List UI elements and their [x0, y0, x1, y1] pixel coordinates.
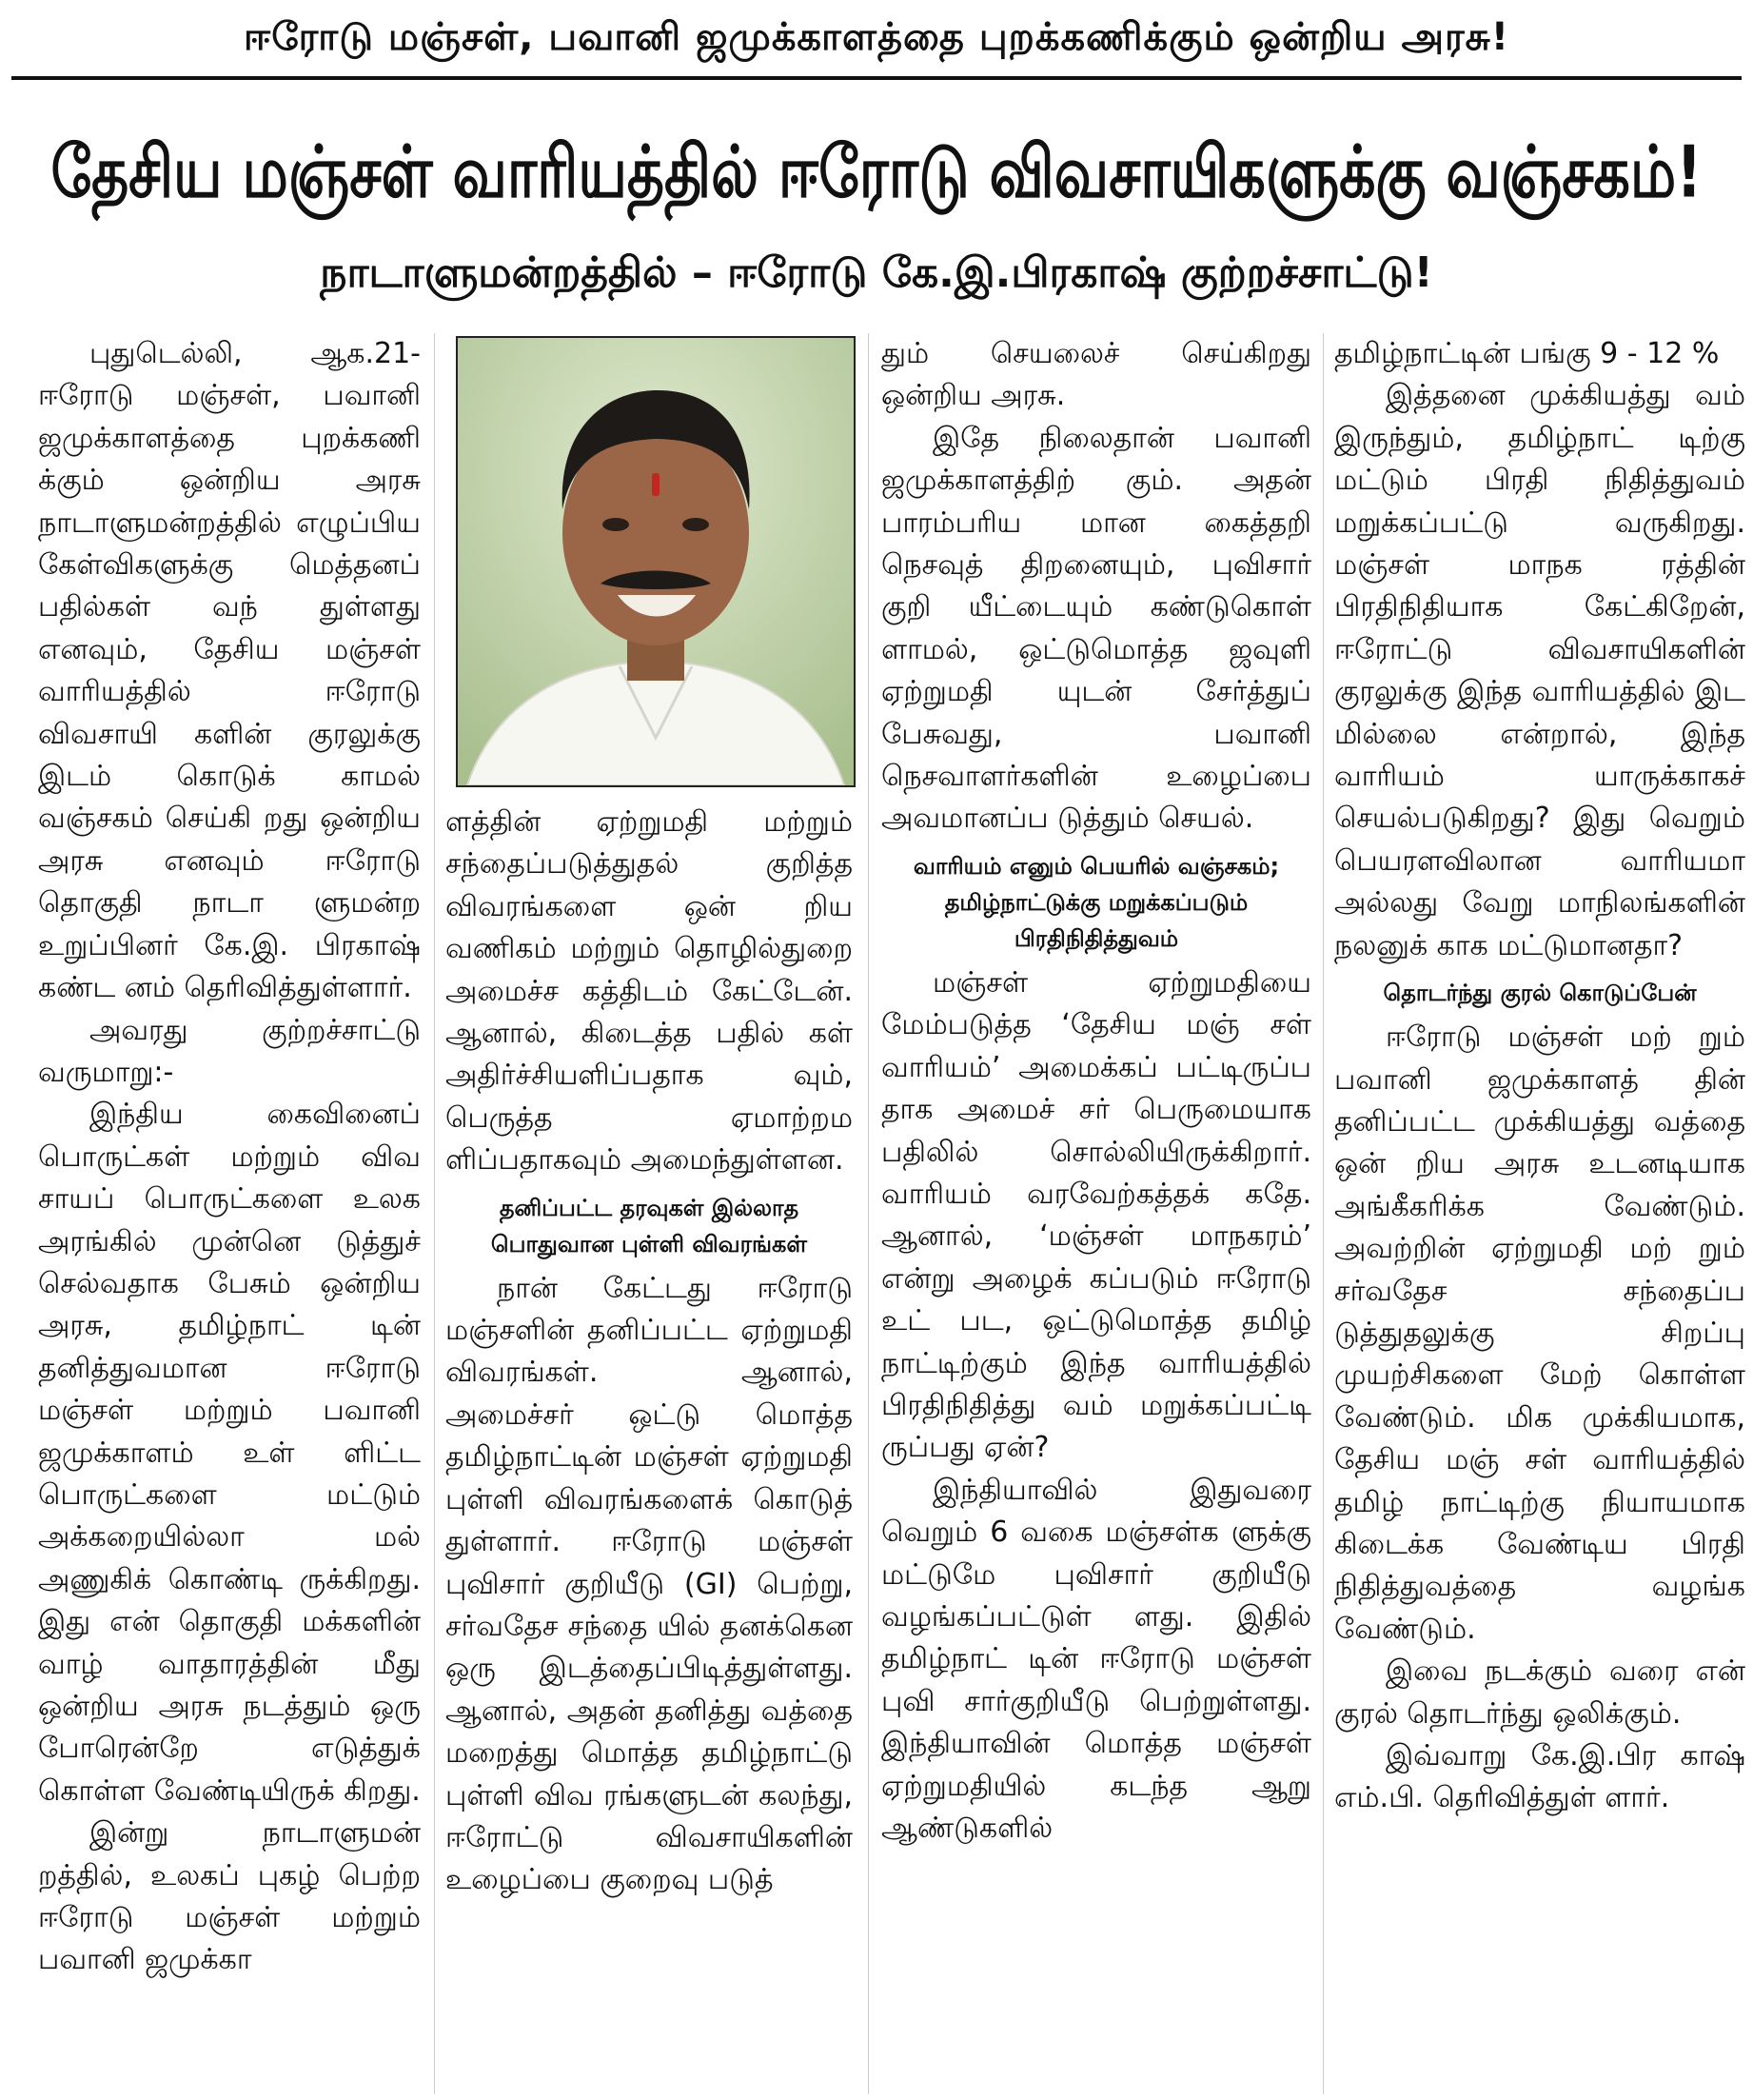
body-paragraph: இந்திய கைவினைப் பொருட்கள் மற்றும் விவ சாயப் பொருட்களை உலக அரங்கில் முன்னெ டுத்துச் செல்வதாக பேசும் ஒன்றிய அரசு, தமிழ்நாட் டின் தனித்துவமான ஈரோடு மஞ்சள் மற்றும் பவானி ஜமுக்காளம் உள் ளிட்ட பொருட்களை மட்டும் அக்கறையில்லா மல் அணுகிக் கொண்டி ருக்கிறது. இது என் தொகுதி மக்களின் வாழ் வாதாரத்தின் மீது ஒன்றிய அரசு நடத்தும் ஒரு போரென்றே எடுத்துக் கொள்ள வேண்டியிருக் கிறது. — [38, 1098, 421, 1808]
body-paragraph: நான் கேட்டது ஈரோடு மஞ்சளின் தனிப்பட்ட ஏற்றுமதி விவரங்கள். ஆனால், அமைச்சர் ஒட்டு மொத்த தமிழ்நாட்டின் மஞ்சள் ஏற்றுமதி புள்ளி விவரங்களைக் கொடுத் துள்ளார். ஈரோடு மஞ்சள் புவிசார் குறியீடு (GI) பெற்று, சர்வதேச சந்தை யில் தனக்கென ஒரு இடத்தைப்பிடித்துள்ளது. ஆனால், அதன் தனித்து வத்தை மறைத்து மொத்த தமிழ்நாட்டு புள்ளி விவ ரங்களுடன் கலந்து, ஈரோட்டு விவசாயிகளின் உழைப்பை குறைவு படுத் — [445, 1271, 853, 1897]
body-paragraph: தும் செயலைச் செய்கிறது ஒன்றிய அரசு. — [881, 337, 1311, 413]
body-paragraph: அவரது குற்றச்சாட்டு வருமாறு:- — [38, 1013, 421, 1089]
article-column-1 — [38, 333, 421, 2094]
body-paragraph: மஞ்சள் ஏற்றுமதியை மேம்படுத்த ‘தேசிய மஞ் சள் வாரியம்’ அமைக்கப் பட்டிருப்ப தாக அமைச் சர் பெருமையாக பதிலில் சொல்லியிருக்கிறார். வாரியம் வரவேற்கத்தக் கதே. ஆனால், ‘மஞ்சள் மாநகரம்’ என்று அழைக் கப்படும் ஈரோடு உட் பட, ஒட்டுமொத்த தமிழ் நாட்டிற்கும் இந்த வாரியத்தில் பிரதிநிதித்து வம் மறுக்கப்பட்டி ருப்பது ஏன்? — [881, 965, 1311, 1465]
main-headline: தேசிய மஞ்சள் வாரியத்தில் ஈரோடு விவசாயிகளுக்கு வஞ்சகம்! — [50, 130, 1703, 214]
column-divider — [868, 333, 869, 2094]
body-paragraph: இவை நடக்கும் வரை என் குரல் தொடர்ந்து ஒலிக்கும். — [1334, 1654, 1745, 1731]
body-paragraph: தமிழ்நாட்டின் பங்கு 9 - 12 % — [1334, 337, 1720, 370]
body-paragraph: இந்தியாவில் இதுவரை வெறும் 6 வகை மஞ்சள்க ளுக்கு மட்டுமே புவிசார் குறியீடு வழங்கப்பட்டுள் ளது. இதில் தமிழ்நாட் டின் ஈரோடு மஞ்சள் புவி சார்குறியீடு பெற்றுள்ளது. இந்தியாவின் மொத்த மஞ்சள் ஏற்றுமதியில் கடந்த ஆறு ஆண்டுகளில் — [881, 1473, 1311, 1845]
sub-headline: நாடாளுமன்றத்தில் – ஈரோடு கே.இ.பிரகாஷ் குற்றச்சாட்டு! — [320, 248, 1433, 297]
kicker-headline: ஈரோடு மஞ்சள், பவானி ஜமுக்காளத்தை புறக்கணிக்கும் ஒன்றிய அரசு! — [244, 15, 1509, 59]
body-paragraph: ளத்தின் ஏற்றுமதி மற்றும் சந்தைப்படுத்துதல் குறித்த விவரங்களை ஒன் றிய வணிகம் மற்றும் தொழில்துறை அமைச்ச கத்திடம் கேட்டேன். ஆனால், கிடைத்த பதில் கள் அதிர்ச்சியளிப்பதாக வும், பெருத்த ஏமாற்றம ளிப்பதாகவும் அமைந்துள்ளன. — [445, 805, 853, 1178]
body-paragraph: இதே நிலைதான் பவானி ஜமுக்காளத்திற் கும். அதன் பாரம்பரிய மான கைத்தறி நெசவுத் திறனையும், புவிசார் குறி யீட்டையும் கண்டுகொள் ளாமல், ஒட்டுமொத்த ஜவுளி ஏற்றுமதி யுடன் சேர்த்துப் பேசுவது, பவானி நெசவாளர்களின் உழைப்பை அவமானப்ப டுத்தும் செயல். — [881, 421, 1311, 836]
section-heading: தொடர்ந்து குரல் கொடுப்பேன் — [1383, 980, 1697, 1007]
portrait-illustration — [458, 338, 854, 785]
portrait-photo — [456, 336, 856, 787]
article-column-3 — [881, 333, 1311, 2094]
section-heading: தமிழ்நாட்டுக்கு மறுக்கப்படும் பிரதிநிதித்துவம் — [944, 888, 1249, 952]
section-heading: வாரியம் எனும் பெயரில் வஞ்சகம்; — [913, 852, 1280, 880]
body-paragraph: இன்று நாடாளுமன் றத்தில், உலகப் புகழ் பெற்ற ஈரோடு மஞ்சள் மற்றும் பவானி ஜமுக்கா — [38, 1816, 421, 1977]
section-heading: தனிப்பட்ட தரவுகள் இல்லாத பொதுவான புள்ளி விவரங்கள் — [490, 1194, 808, 1258]
article-column-2 — [445, 802, 853, 2094]
body-paragraph: இத்தனை முக்கியத்து வம் இருந்தும், தமிழ்நாட் டிற்கு மட்டும் பிரதி நிதித்துவம் மறுக்கப்பட்டு வருகிறது. மஞ்சள் மாநக ரத்தின் பிரதிநிதியாக கேட்கிறேன், ஈரோட்டு விவசாயிகளின் குரலுக்கு இந்த வாரியத்தில் இட மில்லை என்றால், இந்த வாரியம் யாருக்காகச் செயல்படுகிறது? இது வெறும் பெயரளவிலான வாரியமா அல்லது வேறு மாநிலங்களின் நலனுக் காக மட்டுமானதா? — [1334, 379, 1745, 962]
column-divider — [434, 333, 435, 2094]
top-rule — [11, 76, 1742, 80]
body-paragraph: இவ்வாறு கே.இ.பிர காஷ் எம்.பி. தெரிவித்துள் ளார். — [1334, 1739, 1745, 1815]
article-column-4 — [1334, 333, 1745, 2094]
dateline-paragraph: புதுடெல்லி, ஆக.21- ஈரோடு மஞ்சள், பவானி ஜமுக்காளத்தை புறக்கணி க்கும் ஒன்றிய அரசு நாடாளுமன்றத்தில் எழுப்பிய கேள்விகளுக்கு மெத்தனப் பதில்கள் வந் துள்ளது எனவும், தேசிய மஞ்சள் வாரியத்தில் ஈரோடு விவசாயி களின் குரலுக்கு இடம் கொடுக் காமல் வஞ்சகம் செய்கி றது ஒன்றிய அரசு எனவும் ஈரோடு தொகுதி நாடா ளுமன்ற உறுப்பினர் கே.இ. பிரகாஷ் கண்ட னம் தெரிவித்துள்ளார். — [38, 337, 421, 1005]
column-divider — [1323, 333, 1324, 2094]
body-paragraph: ஈரோடு மஞ்சள் மற் றும் பவானி ஜமுக்காளத் தின் தனிப்பட்ட முக்கியத்து வத்தை ஒன் றிய அரசு உடனடியாக அங்கீகரிக்க வேண்டும். அவற்றின் ஏற்றுமதி மற் றும் சர்வதேச சந்தைப்ப டுத்துதலுக்கு சிறப்பு முயற்சிகளை மேற் கொள்ள வேண்டும். மிக முக்கியமாக, தேசிய மஞ் சள் வாரியத்தில் தமிழ் நாட்டிற்கு நியாயமாக கிடைக்க வேண்டிய பிரதி நிதித்துவத்தை வழங்க வேண்டும். — [1334, 1020, 1745, 1646]
